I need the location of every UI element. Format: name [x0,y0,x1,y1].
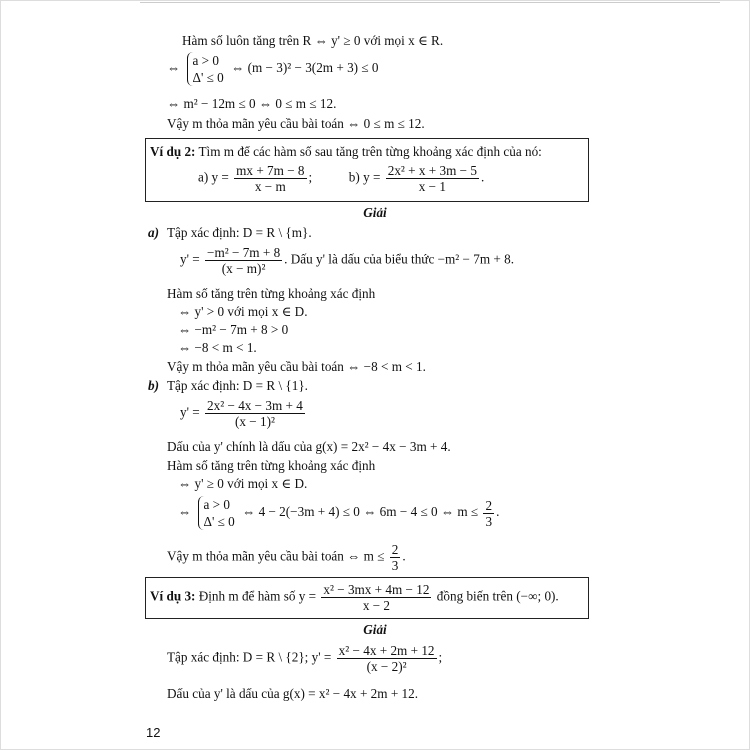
part-b-label: b) [148,378,159,393]
solution-3-line-1: Tập xác định: D = R \ {2}; y' = $\frac{\text{x² − 4x + 2m + 12}}{\text{(x − 2)²}}$ ; [167,643,443,674]
part-b-line-3: Dấu của y' chính là dấu của g(x) = 2x² − 4x − 3m + 4. [167,439,451,454]
equiv-symbol: ⇔ [167,60,181,76]
top-line-3: ⇔ m² − 12m ≤ 0 ⇔ 0 ≤ m ≤ 12. [167,96,337,111]
fraction-part-b: $\frac{\text{2x² − 4x − 3m + 4}}{\text{(x − 1)²}}$ [207,398,303,429]
solution-3-line-2: Dấu của y' là dấu của g(x) = x² − 4x + 2m + 12. [167,686,419,701]
fraction-two-thirds-conclusion: $\frac{2}{3}$ [391,542,399,573]
part-b-line-1: Tập xác định: D = R \ {1}. [167,378,308,393]
fraction-a: $\frac{mx + 7m - 8}{x - m}$ [236,163,305,194]
example-2-parts: a) y = $\frac{mx + 7m - 8}{x - m}$ ; b) y = $\frac{\text{2x² + x + 3m − 5}}{x - 1}$ . [198,163,485,194]
part-b-line-4: Hàm số tăng trên từng khoảng xác định [167,458,376,473]
top-line-4: Vậy m thỏa mãn yêu cầu bài toán ⇔ 0 ≤ m ≤ 12. [167,116,425,131]
fraction-two-thirds: $\frac{2}{3}$ [485,497,493,529]
top-line-2-expr: ⇔ (m − 3)² − 3(2m + 3) ≤ 0 [231,60,379,76]
fraction-solution-3: $\frac{\text{x² − 4x + 2m + 12}}{\text{(x − 2)²}}$ [338,643,435,674]
fraction-part-a: $\frac{\text{−m² − 7m + 8}}{\text{(x − m)²}}$ [207,245,281,276]
page-number: 12 [146,725,161,740]
part-b-line-7: Vậy m thỏa mãn yêu cầu bài toán ⇔ m ≤ $\frac{2}{3}$ . [167,542,406,573]
part-a-line-5: ⇔ −m² − 7m + 8 > 0 [178,322,289,337]
example-2-label: Ví dụ 2: [150,144,196,159]
system-brace: a > 0 Δ' ≤ 0 [187,52,223,86]
part-a-line-3: Hàm số tăng trên từng khoảng xác định [167,286,376,301]
part-a-line-7: Vậy m thỏa mãn yêu cầu bài toán ⇔ −8 < m < 1. [167,359,426,374]
top-rule [140,2,720,3]
fraction-b: $\frac{\text{2x² + x + 3m − 5}}{x - 1}$ [387,163,477,194]
system-brace-b: a > 0 Δ' ≤ 0 [198,496,234,530]
top-line-2 [167,52,379,86]
part-b-line-5: ⇔ y' ≥ 0 với mọi x ∈ D. [178,476,308,491]
part-a-line-1: Tập xác định: D = R \ {m}. [167,225,312,240]
top-line-1: Hàm số luôn tăng trên R ⇔ y' ≥ 0 với mọi x ∈ R. [182,33,444,48]
part-a-line-4: ⇔ y' > 0 với mọi x ∈ D. [178,304,308,319]
part-a-derivative: y' = $\frac{\text{−m² − 7m + 8}}{\text{(x − m)²}}$ . Dấu y' là dấu của biểu thức −m² − 7m + 8. [180,245,515,276]
fraction-example-3: $\frac{\text{x² − 3mx + 4m − 12}}{x - 2}$ [323,582,430,613]
example-3-label: Ví dụ 3: [150,588,196,604]
example-2-statement: Ví dụ 2: Tìm m để các hàm số sau tăng trên từng khoảng xác định của nó: [150,144,542,159]
part-b-derivative: y' = $\frac{\text{2x² − 4x − 3m + 4}}{\text{(x − 1)²}}$ [180,398,303,429]
solution-heading-1: Giải [363,205,387,220]
part-b-line-6: ⇔ a > 0 Δ' ≤ 0 ⇔ 4 − 2(−3m + 4) ≤ 0 ⇔ 6m − 4 ≤ 0 ⇔ m ≤ $\frac{2}{3}$ . [178,497,500,529]
part-a-line-6: ⇔ −8 < m < 1. [178,340,257,355]
solution-heading-2: Giải [363,622,387,637]
example-3-statement: Ví dụ 3: Định m để hàm số y = $\frac{\text{x² − 3mx + 4m − 12}}{x - 2}$ đồng biến trên (−∞; 0). [150,582,559,613]
part-a-label: a) [148,225,159,240]
